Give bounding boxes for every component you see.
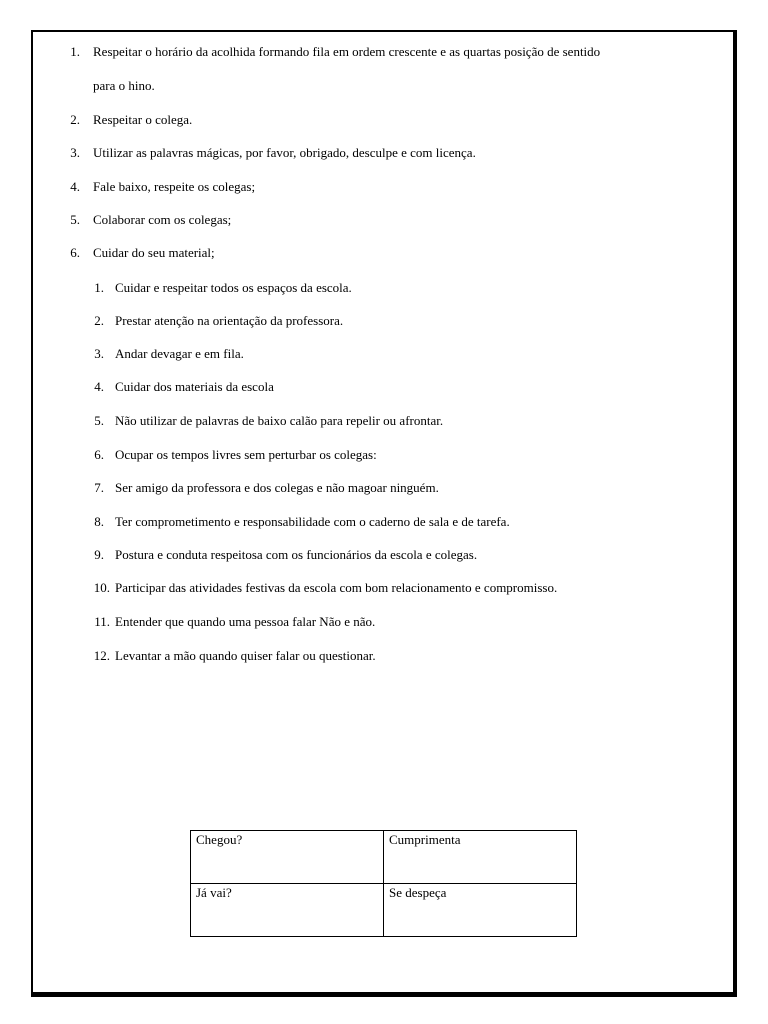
list-item-number: 6. <box>70 245 80 260</box>
table-row <box>191 831 577 884</box>
table-cell: Já vai? <box>191 884 384 937</box>
list-item-number: 5. <box>70 212 80 227</box>
sub-list-item-number: 6. <box>94 447 104 462</box>
list-item-text: Colaborar com os colegas; <box>93 212 232 227</box>
list-item-number: 4. <box>70 179 80 194</box>
list-item-text: Cuidar do seu material; <box>93 245 215 260</box>
sub-list-item-number: 10. <box>93 580 110 595</box>
sub-list-item-text: Cuidar e respeitar todos os espaços da escola. <box>115 280 352 295</box>
sub-list-item-text: Ser amigo da professora e dos colegas e não magoar ninguém. <box>115 480 439 495</box>
sub-list-item-text: Postura e conduta respeitosa com os funcionários da escola e colegas. <box>115 547 478 562</box>
sub-list-item-text: Ocupar os tempos livres sem perturbar os colegas: <box>115 447 377 462</box>
list-item-text: Fale baixo, respeite os colegas; <box>93 179 256 194</box>
table-cell: Cumprimenta <box>384 831 577 884</box>
sub-list-item-number: 5. <box>94 413 104 428</box>
sub-list-item-number: 11. <box>94 614 110 629</box>
sub-list-item-text: Entender que quando uma pessoa falar Não e não. <box>115 614 376 629</box>
list-item-number: 2. <box>70 112 80 127</box>
sub-list-item-number: 9. <box>94 547 104 562</box>
list-item-text: para o hino. <box>93 78 155 93</box>
sub-list-item-text: Participar das atividades festivas da escola com bom relacionamento e compromisso. <box>115 580 558 595</box>
sub-list-item-text: Cuidar dos materiais da escola <box>115 379 274 394</box>
list-item-text: Respeitar o horário da acolhida formando fila em ordem crescente e as quartas posição de sentido <box>93 44 601 59</box>
sub-list-item-number: 1. <box>94 280 104 295</box>
table-cell: Se despeça <box>384 884 577 937</box>
sub-list-item-number: 8. <box>94 514 104 529</box>
list-item-number: 1. <box>70 44 80 59</box>
table-row <box>191 884 577 937</box>
sub-list-item-number: 4. <box>94 379 104 394</box>
list-item-text: Respeitar o colega. <box>93 112 193 127</box>
sub-list-item-text: Não utilizar de palavras de baixo calão para repelir ou afrontar. <box>115 413 444 428</box>
sub-list-item-number: 3. <box>94 346 104 361</box>
sub-list-item-number: 7. <box>94 480 104 495</box>
list-item-text: Utilizar as palavras mágicas, por favor, obrigado, desculpe e com licença. <box>93 145 476 160</box>
sub-list-item-number: 2. <box>94 313 104 328</box>
table-cell: Chegou? <box>191 831 384 884</box>
sub-list-item-text: Andar devagar e em fila. <box>115 346 244 361</box>
sub-list-item-text: Prestar atenção na orientação da professora. <box>115 313 344 328</box>
sub-list-item-text: Levantar a mão quando quiser falar ou questionar. <box>115 648 376 663</box>
sub-list-item-number: 12. <box>93 648 110 663</box>
list-item-number: 3. <box>70 145 80 160</box>
greeting-table <box>190 830 577 937</box>
sub-list-item-text: Ter comprometimento e responsabilidade com o caderno de sala e de tarefa. <box>115 514 510 529</box>
